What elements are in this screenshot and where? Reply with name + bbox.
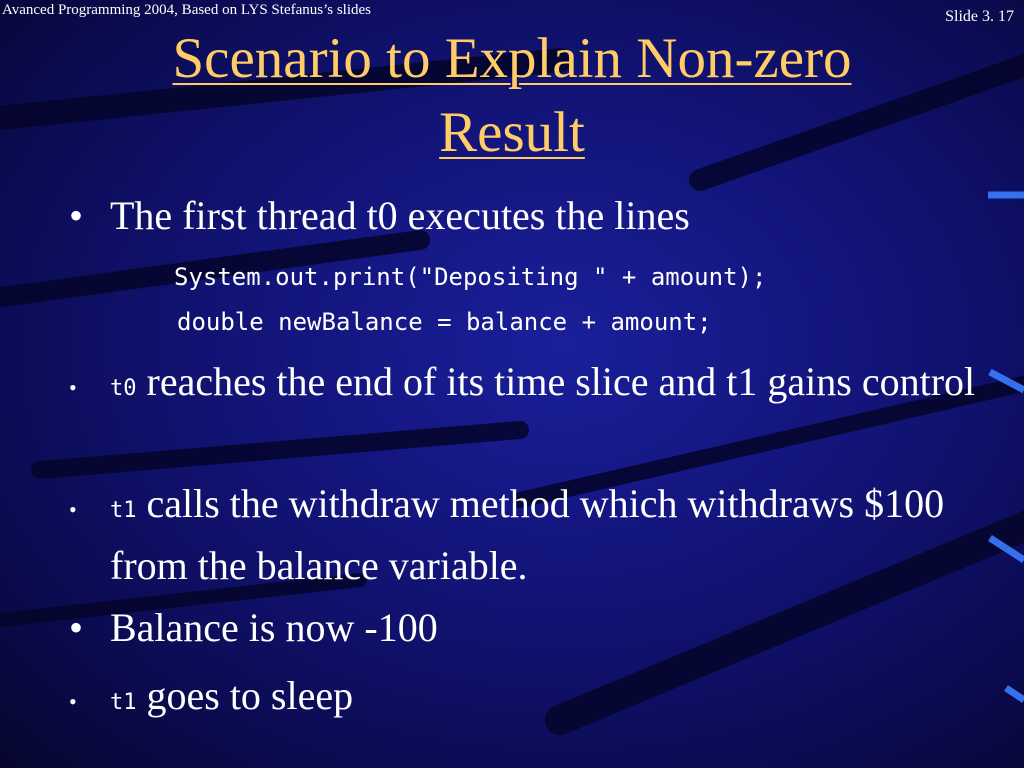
bullet-code: t1 bbox=[110, 498, 137, 523]
bullet-text: goes to sleep bbox=[136, 673, 354, 718]
code-line: System.out.print("Depositing " + amount); bbox=[174, 263, 767, 291]
bullet-text: reaches the end of its time slice and t1 gains control bbox=[136, 359, 976, 404]
bullet-dot-icon: • bbox=[69, 689, 77, 714]
bullet-text: The first thread t0 executes the lines bbox=[110, 193, 690, 238]
course-header: Avanced Programming 2004, Based on LYS Stefanus’s slides bbox=[2, 2, 372, 18]
bullet-code: t1 bbox=[110, 690, 137, 715]
bullet-text: calls the withdraw method which withdraws $100 from the balance variable. bbox=[110, 481, 945, 588]
code-line: double newBalance = balance + amount; bbox=[177, 308, 712, 336]
title-line-1: Scenario to Explain Non-zero bbox=[172, 27, 852, 90]
bullet-dot-icon: • bbox=[69, 497, 77, 522]
slide-title bbox=[0, 22, 1024, 170]
bullet-dot-icon: • bbox=[69, 193, 84, 238]
bullet-text: Balance is now -100 bbox=[110, 605, 438, 650]
bullet-code: t0 bbox=[110, 376, 137, 401]
bullet-dot-icon: • bbox=[69, 605, 84, 650]
bullet-dot-icon: • bbox=[69, 375, 77, 400]
title-line-2: Result bbox=[439, 101, 585, 164]
slide-number: Slide 3. 17 bbox=[945, 8, 1014, 25]
